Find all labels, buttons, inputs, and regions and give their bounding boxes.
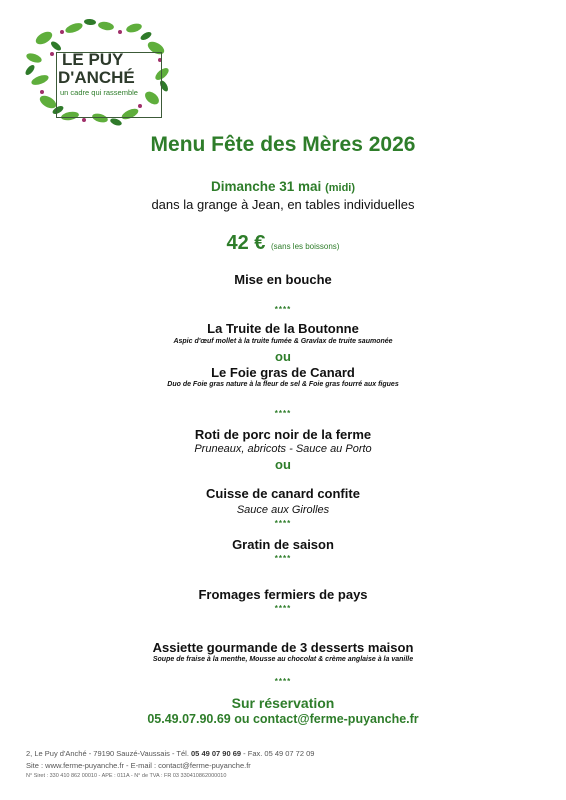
separator: **** [274,305,292,314]
reservation-contact: 05.49.07.90.69 ou contact@ferme-puyanche.fr [147,712,419,726]
main-1-desc: Pruneaux, abricots - Sauce au Porto [194,443,372,455]
side-dish: Gratin de saison [232,537,334,552]
logo-line2: D'ANCHÉ [58,68,135,87]
or-label: ou [275,457,291,472]
logo-line1: LE PUY [62,50,124,69]
price [0,232,566,255]
starter-1-name: La Truite de la Boutonne [207,321,359,336]
main-1-name: Roti de porc noir de la ferme [194,427,372,442]
main-2-desc: Sauce aux Girolles [236,504,330,516]
footer-legal: N° Siret : 330 410 862 00010 - APE : 011A - N° de TVA : FR 03 330410862000010 [26,773,227,779]
separator: **** [274,677,292,686]
event-venue: dans la grange à Jean, en tables individuelles [151,197,415,212]
starter-1-desc: Aspic d'œuf mollet à la truite fumée & Gravlax de truite saumonée [173,338,393,345]
page-title: Menu Fête des Mères 2026 [150,133,416,156]
event-date [0,179,566,194]
price-amount: 42 € [226,232,266,254]
dessert-name: Assiette gourmande de 3 desserts maison [152,640,414,655]
logo-tagline: un cadre qui rassemble [60,88,138,97]
footer-phone: 05 49 07 90 69 [191,749,242,758]
dessert-desc: Soupe de fraise à la menthe, Mousse au chocolat & crème anglaise à la vanille [152,656,414,663]
footer-address [26,749,314,758]
reservation-title: Sur réservation [231,695,335,711]
separator: **** [274,519,292,528]
starter-2-desc: Duo de Foie gras nature à la fleur de sel & Foie gras fourré aux figues [167,381,399,388]
amuse-bouche: Mise en bouche [234,272,332,287]
separator: **** [274,554,292,563]
event-date-suffix: (midi) [325,182,356,194]
event-date-main: Dimanche 31 mai [210,179,322,194]
starter-2-name: Le Foie gras de Canard [211,365,355,380]
logo [22,18,172,128]
footer-web: Site : www.ferme-puyanche.fr - E-mail : contact@ferme-puyanche.fr [26,761,251,770]
price-note: (sans les boissons) [271,242,340,251]
or-label: ou [275,349,291,364]
separator: **** [274,604,292,613]
cheese-course: Fromages fermiers de pays [198,587,368,602]
footer-address-text: 2, Le Puy d'Anché - 79190 Sauzé-Vaussais - Tél. [26,749,189,758]
footer-fax: - Fax. 05 49 07 72 09 [243,749,315,758]
main-2-name: Cuisse de canard confite [206,486,360,501]
separator: **** [274,409,292,418]
